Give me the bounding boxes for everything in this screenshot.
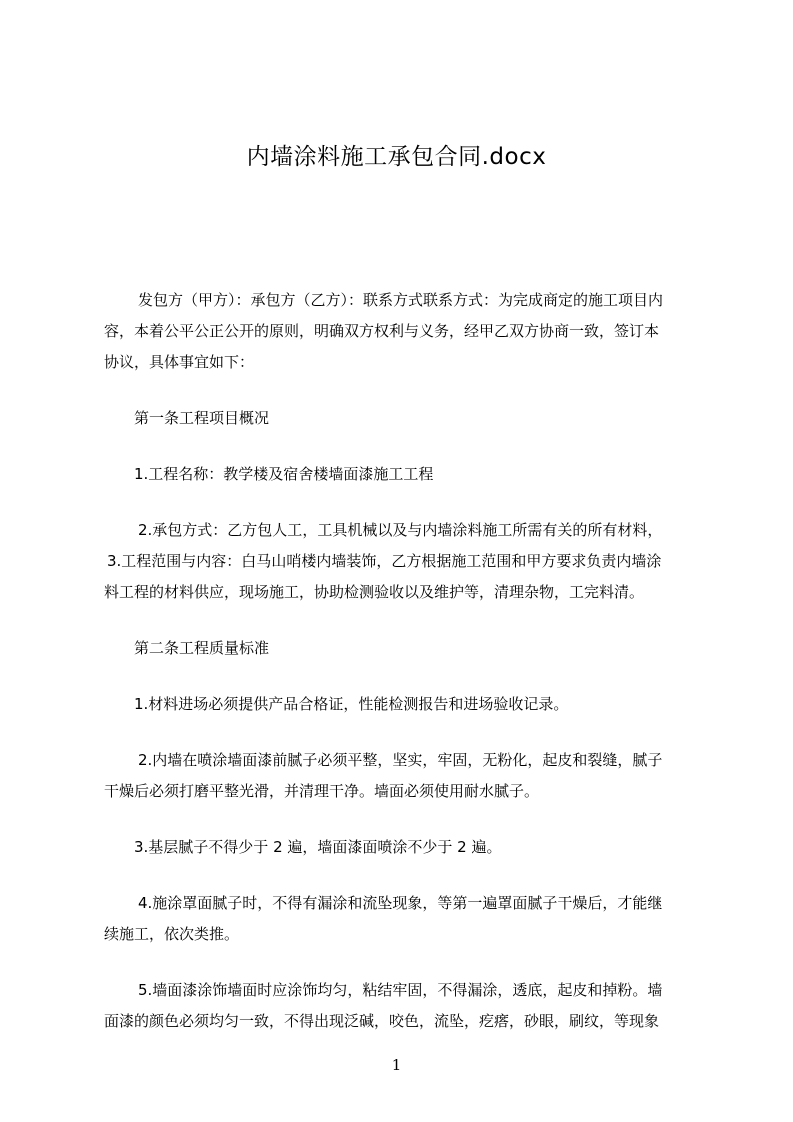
clause-2-5-line-1: 5.墙面漆涂饰墙面时应涂饰均匀，粘结牢固，不得漏涂，透底，起皮和掉粉。墙 bbox=[138, 981, 663, 999]
clause-1-1-text: 1.工程名称：教学楼及宿舍楼墙面漆施工工程 bbox=[134, 465, 434, 483]
clause-2-4-line-2: 续施工，依次类推。 bbox=[104, 925, 240, 943]
clause-2-2 bbox=[104, 745, 706, 807]
intro-line-3: 协议，具体事宜如下： bbox=[104, 353, 255, 371]
clause-1-2-3 bbox=[104, 515, 706, 608]
section-heading-2 bbox=[104, 633, 706, 664]
clause-2-2-line-1: 2.内墙在喷涂墙面漆前腻子必须平整，坚实，牢固，无粉化，起皮和裂缝，腻子 bbox=[138, 751, 663, 769]
clause-1-2-line-1: 2.承包方式：乙方包人工，工具机械以及与内墙涂料施工所需有关的所有材料， bbox=[138, 521, 663, 539]
clause-2-1 bbox=[104, 689, 706, 720]
clause-1-3-line-2: 料工程的材料供应，现场施工，协助检测验收以及维护等，清理杂物，工完料清。 bbox=[104, 583, 645, 601]
intro-line-1: 发包方（甲方）：承包方（乙方）：联系方式联系方式：为完成商定的施工项目内 bbox=[138, 291, 664, 309]
clause-2-3-text: 3.基层腻子不得少于 2 遍，墙面漆面喷涂不少于 2 遍。 bbox=[134, 838, 502, 856]
intro-line-2: 容，本着公平公正公开的原则，明确双方权利与义务，经甲乙双方协商一致，签订本 bbox=[104, 322, 660, 340]
document-title: 内墙涂料施工承包合同.docx bbox=[246, 144, 547, 170]
clause-2-2-line-2: 干燥后必须打磨平整光滑，并清理干净。墙面必须使用耐水腻子。 bbox=[104, 782, 540, 800]
section-heading-1-text: 第一条工程项目概况 bbox=[134, 409, 270, 427]
clause-2-4 bbox=[104, 888, 706, 950]
clause-2-5 bbox=[104, 975, 706, 1037]
clause-2-5-line-2: 面漆的颜色必须均匀一致，不得出现泛碱，咬色，流坠，疙瘩，砂眼，刷纹，等现象 bbox=[104, 1012, 660, 1030]
clause-1-3-line-1: 3.工程范围与内容：白马山哨楼内墙装饰，乙方根据施工范围和甲方要求负责内墙涂 bbox=[107, 552, 662, 570]
clause-1-1 bbox=[104, 459, 706, 490]
section-heading-1 bbox=[104, 403, 706, 434]
clause-2-3 bbox=[104, 832, 706, 863]
section-heading-2-text: 第二条工程质量标准 bbox=[134, 639, 270, 657]
clause-2-4-line-1: 4.施涂罩面腻子时，不得有漏涂和流坠现象，等第一遍罩面腻子干燥后，才能继 bbox=[138, 894, 663, 912]
page-number: 1 bbox=[391, 1056, 402, 1074]
document-body bbox=[104, 285, 706, 1062]
intro-paragraph bbox=[104, 285, 706, 378]
clause-2-1-text: 1.材料进场必须提供产品合格证，性能检测报告和进场验收记录。 bbox=[134, 695, 569, 713]
